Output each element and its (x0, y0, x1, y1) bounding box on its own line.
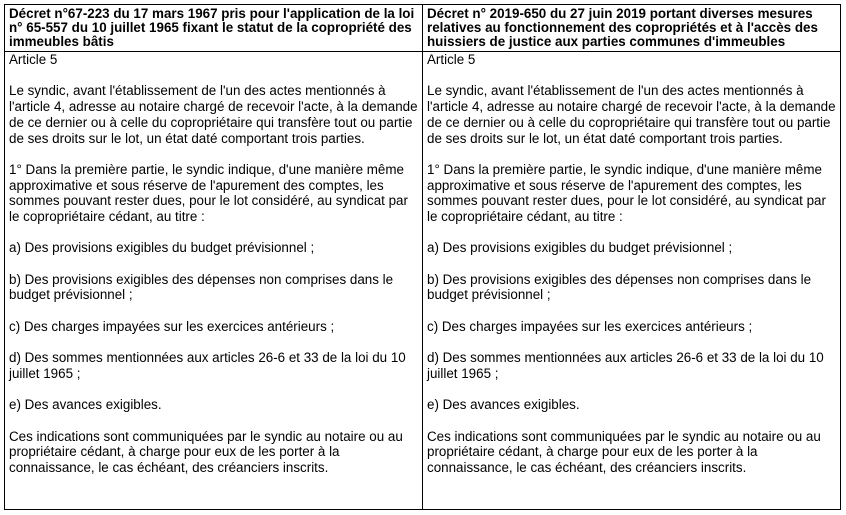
left-paragraph-item-a: a) Des provisions exigibles du budget prévisionnel ; (9, 240, 315, 256)
left-paragraph-first-part: 1° Dans la première partie, le syndic indique, d'une manière même approximative et sous réserve de l'apurement des comptes, les sommes pouvant rester dues, pour le lot considéré, au syndicat par le copropriétaire cédant, au titre : (9, 161, 408, 224)
right-paragraph-item-c: c) Des charges impayées sur les exercices antérieurs ; (427, 318, 753, 334)
left-paragraph-item-d: d) Des sommes mentionnées aux articles 26-6 et 33 de la loi du 10 juillet 1965 ; (9, 350, 406, 381)
left-header: Décret n°67-223 du 17 mars 1967 pris pour l'application de la loi n° 65-557 du 10 juillet 1965 fixant le statut de la copropriété des immeubles bâtis (5, 5, 423, 52)
right-paragraph-item-d: d) Des sommes mentionnées aux articles 26-6 et 33 de la loi du 10 juillet 1965 ; (427, 350, 824, 381)
right-paragraph-first-part: 1° Dans la première partie, le syndic indique, d'une manière même approximative et sous réserve de l'apurement des comptes, les sommes pouvant rester dues, pour le lot considéré, au syndicat par le copropriétaire cédant, au titre : (427, 161, 826, 224)
left-paragraph-closing: Ces indications sont communiquées par le syndic au notaire ou au propriétaire cédant, à charge pour eux de les porter à la connaissance, le cas échéant, des créanciers inscrits. (9, 428, 403, 476)
right-header: Décret n° 2019-650 du 27 juin 2019 portant diverses mesures relatives au fonctionnement des copropriétés et à l'accès des huissiers de justice aux parties communes d'immeubles (423, 5, 841, 52)
left-article-label: Article 5 (9, 52, 58, 67)
right-body (423, 52, 841, 510)
comparison-table (4, 4, 841, 510)
left-body (5, 52, 423, 510)
right-paragraph-item-b: b) Des provisions exigibles des dépenses non comprises dans le budget prévisionnel ; (427, 271, 812, 303)
right-article-label: Article 5 (427, 52, 476, 67)
right-paragraph-intro: Le syndic, avant l'établissement de l'un des actes mentionnés à l'article 4, adresse au notaire chargé de recevoir l'acte, à la demande de ce dernier ou à celle du copropriétaire qui transfère tout ou partie de ses droits sur le lot, un état daté comportant trois parties. (427, 83, 836, 146)
left-paragraph-intro: Le syndic, avant l'établissement de l'un des actes mentionnés à l'article 4, adresse au notaire chargé de recevoir l'acte, à la demande de ce dernier ou à celle du copropriétaire qui transfère tout ou partie de ses droits sur le lot, un état daté comportant trois parties. (9, 83, 418, 146)
left-paragraph-item-e: e) Des avances exigibles. (9, 397, 162, 413)
left-paragraph-item-c: c) Des charges impayées sur les exercices antérieurs ; (9, 318, 335, 334)
right-paragraph-item-e: e) Des avances exigibles. (427, 397, 580, 413)
left-paragraph-item-b: b) Des provisions exigibles des dépenses non comprises dans le budget prévisionnel ; (9, 271, 394, 303)
header-row (5, 5, 841, 52)
right-paragraph-item-a: a) Des provisions exigibles du budget prévisionnel ; (427, 240, 733, 256)
right-paragraph-closing: Ces indications sont communiquées par le syndic au notaire ou au propriétaire cédant, à charge pour eux de les porter à la connaissance, le cas échéant, des créanciers inscrits. (427, 428, 821, 476)
body-row (5, 52, 841, 510)
